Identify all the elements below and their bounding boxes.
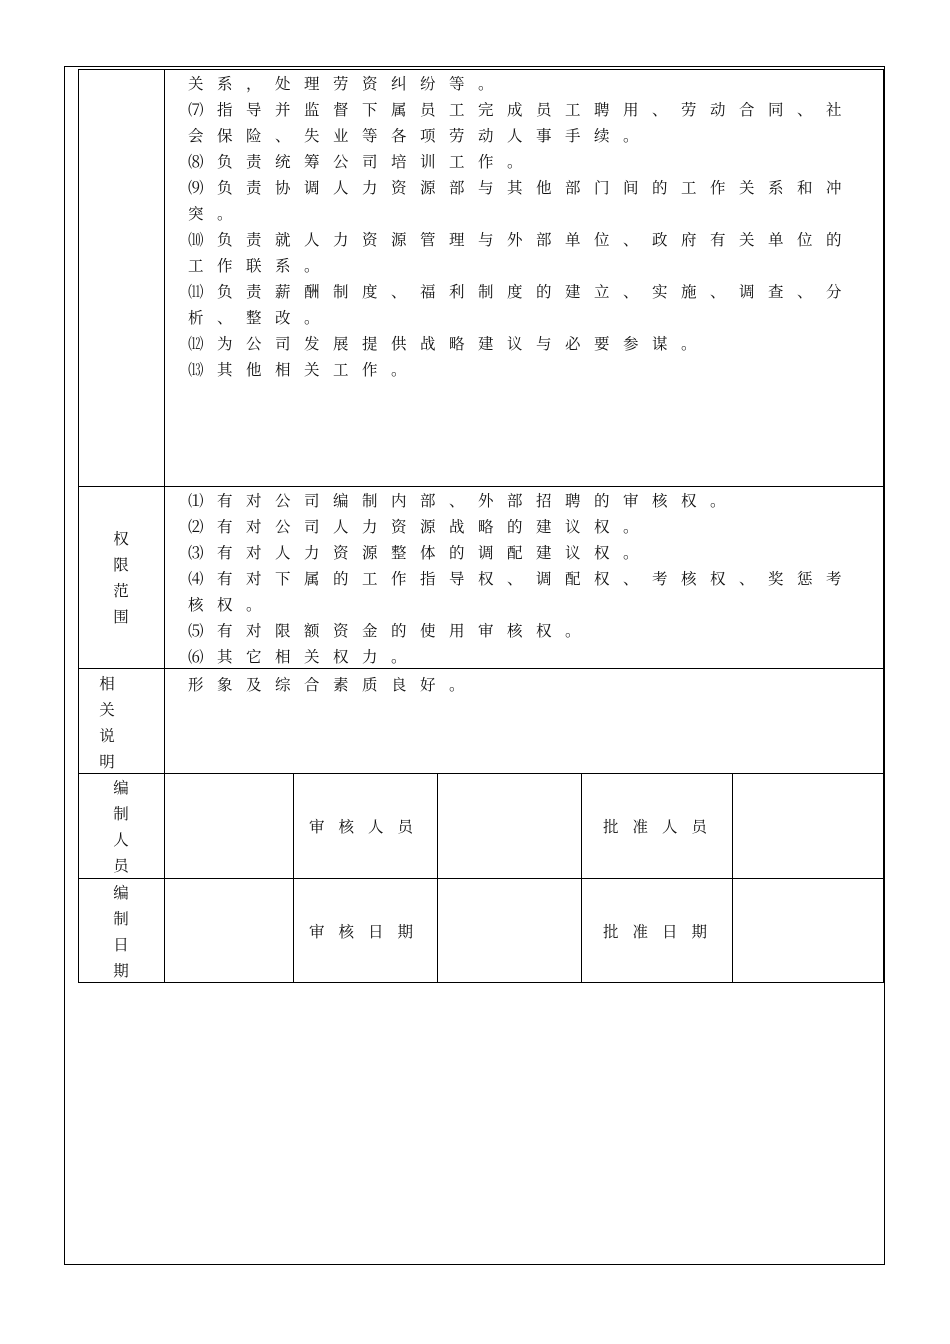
- prepared-by-label: [106, 775, 136, 879]
- sign-col-divider-3: [581, 773, 582, 983]
- duty-line: 会保险、失业等各项劳动人事手续。: [188, 127, 653, 145]
- prepared-date-label-char: 编: [113, 884, 129, 902]
- sign-col-divider-2: [437, 773, 438, 983]
- authority-list: [188, 488, 855, 670]
- authority-label-char: 围: [113, 608, 129, 626]
- review-date-label: 审核日期: [309, 923, 428, 941]
- duty-line: ⑾负责薪酬制度、福利制度的建立、实施、调查、分: [188, 283, 856, 301]
- duty-line: ⑽负责就人力资源管理与外部单位、政府有关单位的: [188, 231, 856, 249]
- sign-col-divider-4: [732, 773, 733, 983]
- authority-label-char: 权: [113, 530, 129, 548]
- table-right-line: [883, 69, 884, 983]
- authority-item: ⑷有对下属的工作指导权、调配权、考核权、奖惩考: [188, 570, 856, 588]
- prepared-date-label: [106, 880, 136, 984]
- authority-item: ⑵有对公司人力资源战略的建议权。: [188, 518, 653, 536]
- duties-bottom-line: [78, 486, 884, 487]
- prepared-date-label-char: 期: [113, 962, 129, 980]
- duty-line: 工作联系。: [188, 257, 334, 275]
- duty-line: 突。: [188, 205, 247, 223]
- authority-item: ⑴有对公司编制内部、外部招聘的审核权。: [188, 492, 740, 510]
- notes-text: 形象及综合素质良好。: [188, 676, 479, 694]
- approve-date-label: 批准日期: [603, 923, 722, 941]
- authority-item: ⑶有对人力资源整体的调配建议权。: [188, 544, 653, 562]
- label-column-divider: [164, 69, 165, 983]
- notes-label-char: 说: [99, 727, 115, 745]
- notes-label-char: 关: [99, 701, 115, 719]
- prepared-date-label-char: 日: [113, 936, 129, 954]
- prepared-by-label-char: 人: [113, 831, 129, 849]
- duty-line: ⑺指导并监督下属员工完成员工聘用、劳动合同、社: [188, 101, 856, 119]
- reviewer-label: 审核人员: [309, 818, 428, 836]
- prepared-date-label-char: 制: [113, 910, 129, 928]
- authority-item: 核权。: [188, 596, 276, 614]
- duty-line: ⒀其他相关工作。: [188, 361, 421, 379]
- sign-row-divider: [78, 878, 884, 879]
- notes-label-char: 相: [99, 675, 115, 693]
- authority-label-char: 范: [113, 582, 129, 600]
- approver-label: 批准人员: [603, 818, 722, 836]
- duty-line: ⑼负责协调人力资源部与其他部门间的工作关系和冲: [188, 179, 856, 197]
- prepared-by-label-char: 员: [113, 857, 129, 875]
- authority-label: [106, 526, 136, 630]
- sign-col-divider-1: [293, 773, 294, 983]
- authority-item: ⑹其它相关权力。: [188, 648, 421, 666]
- authority-item: ⑸有对限额资金的使用审核权。: [188, 622, 595, 640]
- prepared-by-label-char: 编: [113, 779, 129, 797]
- table-bottom-line: [78, 982, 884, 983]
- notes-label-char: 明: [99, 753, 115, 771]
- duty-line: ⑻负责统筹公司培训工作。: [188, 153, 537, 171]
- table-top-line: [78, 69, 884, 70]
- duty-line: 析、整改。: [188, 309, 334, 327]
- notes-label: [92, 671, 122, 775]
- table-left-line: [78, 69, 79, 983]
- prepared-by-label-char: 制: [113, 805, 129, 823]
- notes-bottom-line: [78, 773, 884, 774]
- duty-line: 关系，处理劳资纠纷等。: [188, 75, 508, 93]
- duties-list: [188, 71, 855, 383]
- duty-line: ⑿为公司发展提供战略建议与必要参谋。: [188, 335, 711, 353]
- authority-label-char: 限: [113, 556, 129, 574]
